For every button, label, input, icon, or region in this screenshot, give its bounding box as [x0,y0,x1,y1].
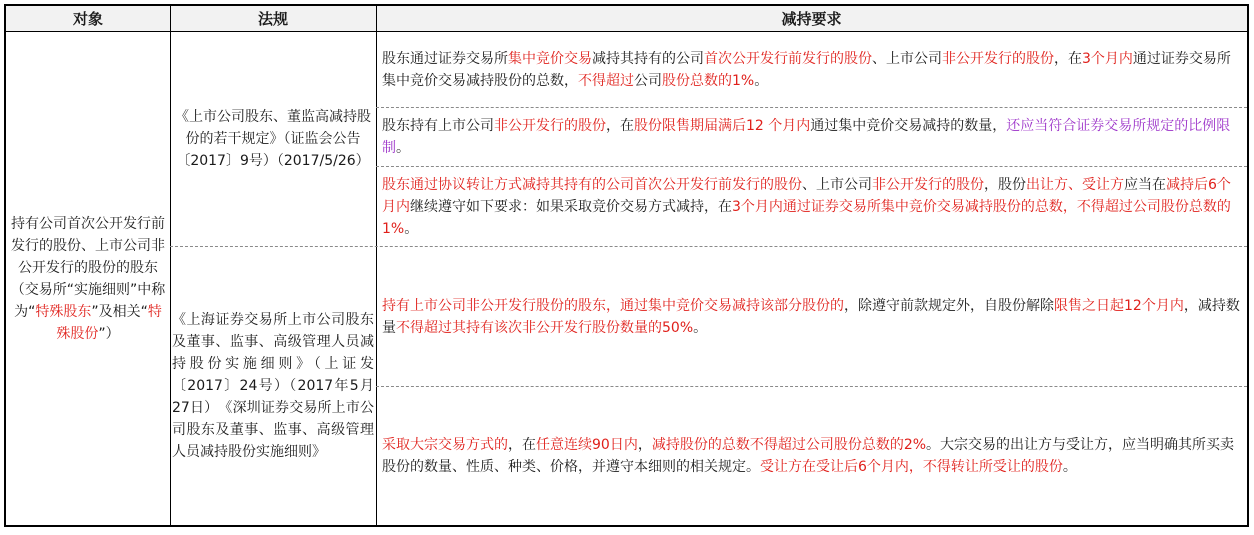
text-run: 。 [693,319,708,336]
text-run: 。 [396,140,410,156]
text-run: 通过证券交易所集中竞价交易减持股份的总数， [382,50,1231,89]
highlighted-text: 3个月内通过证券交易所集中竞价交易减持股份的总数，不得超过公司股份总数的1% [382,198,1231,237]
highlighted-text: 不得超过其持有该次非公开发行股份数量的50% [396,319,694,336]
text-run: 应当在 [1124,176,1166,193]
text-run: 继续遵守如下要求：如果采取竞价交易方式减持，在 [410,198,732,215]
highlighted-text: 股份限售期届满后12 个月内 [634,118,811,134]
highlighted-text: 集中竞价交易 [508,50,592,67]
highlighted-text: 出让方、受让方 [1026,176,1124,193]
requirement-row-3 [377,167,1247,246]
text-run: ，在 [508,437,536,453]
text-run: ”） [98,325,120,342]
requirement-row-5 [377,387,1247,525]
highlighted-text: 减持后6个月内 [382,176,1231,215]
reduction-rules-table [4,4,1249,527]
highlighted-text: 3个月内 [1082,50,1133,67]
highlighted-text: 采取大宗交易方式的 [382,437,508,453]
text-run: 。 [404,220,419,237]
law-cell-2 [172,247,374,525]
highlighted-text: 受让方在受让后6个月内，不得转让所受让的股份 [760,459,1063,475]
header-requirement [376,6,1247,31]
text-run: 通过集中竞价交易减持的数量， [810,118,1007,134]
text-run: 股东持有上市公司 [382,118,494,134]
header-law-label: 法规 [257,10,288,28]
header-object-label: 对象 [72,10,103,28]
object-text [10,213,166,345]
text-run: 公司 [634,72,662,89]
text-run: 。 [754,72,769,89]
highlighted-text: 特殊股东 [35,303,92,320]
header-object [6,6,170,31]
text-run: 。大宗交易的出让方与受让方，应当明确其所买卖股份的数量、性质、种类、价格，并遵守本细则的相关规定。 [382,437,1235,475]
requirement-text-3 [382,174,1242,240]
requirement-row-2 [377,108,1247,166]
law-text-1: 《上市公司股东、董监高减持股份的若干规定》（证监会公告〔2017〕9号）（2017/5/26） [175,109,371,169]
text-run: 。 [1062,459,1077,475]
highlighted-text: 减持股份的总数不得超过公司股份总数的2% [651,437,927,453]
highlighted-text: 特殊股份 [56,303,162,342]
highlighted-text: 非公开发行的股份 [494,118,606,134]
text-run: ”及相关“ [91,303,148,320]
highlighted-text: 限售之日起12个月内 [1054,297,1184,314]
text-run: 、上市公司 [802,176,872,193]
header-requirement-label: 减持要求 [781,10,842,28]
text-run: ，在 [606,118,634,134]
header-law [170,6,376,31]
law-cell-1 [172,32,374,246]
requirement-text-5 [382,434,1242,478]
highlighted-text: 持有上市公司非公开发行股份的股东，通过集中竞价交易减持该部分股份的 [382,297,844,314]
highlighted-text: 非公开发行的股份 [942,50,1054,67]
text-run: 股东通过证券交易所 [382,50,508,67]
requirement-text-4 [382,295,1242,339]
column-divider [170,6,171,525]
highlighted-text: 首次公开发行前发行的股份 [704,50,872,67]
text-run: 持有公司首次公开发行前发行的股份、上市公司非公开发行的股份的股东（交易所“实施细则”中称为“ [10,215,166,320]
highlighted-text: 股东通过协议转让方式减持其持有的公司首次公开发行前发行的股份 [382,176,802,193]
object-cell [10,32,166,525]
text-run: 减持其持有的公司 [592,50,704,67]
text-run: ，除遵守前款规定外，自股份解除 [844,297,1054,314]
highlighted-text: 股份总数的1% [662,72,755,89]
requirement-row-4 [377,247,1247,386]
requirement-text-1 [382,48,1242,92]
text-run: ， [637,437,652,453]
highlighted-text: 还应当符合证券交易所规定的比例限制 [382,118,1231,156]
highlighted-text: 不得超过 [578,72,634,89]
text-run: 、上市公司 [872,50,942,67]
text-run: ，股份 [984,176,1026,193]
text-run: ，在 [1054,50,1082,67]
requirement-row-1 [377,32,1247,107]
highlighted-text: 任意连续90日内 [536,437,638,453]
requirement-text-2 [382,115,1242,159]
text-run: ，减持数量 [382,297,1240,336]
law-text-2: 《上海证券交易所上市公司股东及董事、监事、高级管理人员减持股份实施细则》（上证发〔2017〕24号）（2017年5月27日） 《深圳证券交易所上市公司股东及董事、监事、高级管理人员减持股份实施细则》 [172,312,374,460]
highlighted-text: 非公开发行的股份 [872,176,984,193]
